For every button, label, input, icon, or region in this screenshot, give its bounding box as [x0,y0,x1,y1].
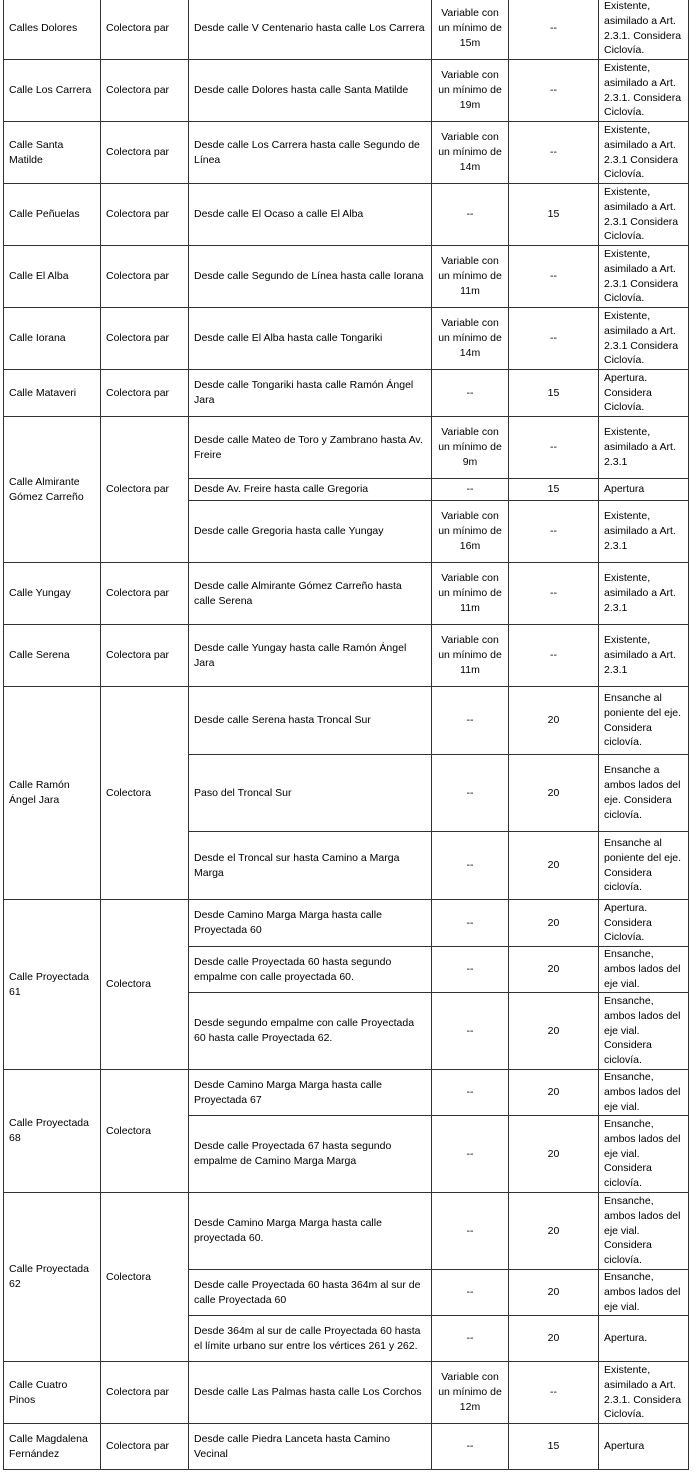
ancho-existente: Variable con un mínimo de 14m [432,122,509,184]
observacion: Existente, asimilado a Art. 2.3.1. Considera Ciclovía. [599,60,689,122]
table-row [4,246,689,308]
tramo: Desde calle Las Palmas hasta calle Los Corchos [189,1362,432,1424]
tramo: Desde calle Los Carrera hasta calle Segundo de Línea [189,122,432,184]
observacion: Existente, asimilado a Art. 2.3.1 Considera Ciclovía. [599,308,689,370]
tramo: Desde calle Piedra Lanceta hasta Camino Vecinal [189,1424,432,1470]
tramo: Desde calle Segundo de Línea hasta calle Iorana [189,246,432,308]
street-type: Colectora [101,900,189,1070]
tramo: Desde calle Almirante Gómez Carreño hasta calle Serena [189,563,432,625]
table-row [4,900,689,947]
ancho-existente: -- [432,832,509,900]
ancho-proyectado: 15 [509,479,599,501]
ancho-existente: Variable con un mínimo de 16m [432,501,509,563]
ancho-existente: -- [432,993,509,1070]
tramo: Desde segundo empalme con calle Proyectada 60 hasta calle Proyectada 62. [189,993,432,1070]
ancho-existente: Variable con un mínimo de 12m [432,1362,509,1424]
ancho-proyectado: 20 [509,947,599,993]
observacion: Existente, asimilado a Art. 2.3.1 Considera Ciclovía. [599,184,689,246]
tramo: Desde Camino Marga Marga hasta calle proyectada 60. [189,1193,432,1270]
table-row [4,308,689,370]
street-type: Colectora par [101,417,189,563]
table-row [4,1070,689,1116]
observacion: Ensanche, ambos lados del eje vial. Considera ciclovía. [599,1116,689,1193]
tramo: Desde calle Tongariki hasta calle Ramón Ángel Jara [189,370,432,417]
ancho-proyectado: 15 [509,184,599,246]
tramo: Paso del Troncal Sur [189,755,432,832]
street-name: Calle Magdalena Fernández [4,1424,101,1470]
table-row [4,370,689,417]
observacion: Ensanche, ambos lados del eje vial. [599,1270,689,1316]
ancho-existente: -- [432,687,509,755]
table-row [4,0,689,60]
tramo: Desde calle El Ocaso a calle El Alba [189,184,432,246]
ancho-existente: -- [432,1193,509,1270]
observacion: Ensanche a ambos lados del eje. Considera ciclovía. [599,755,689,832]
observacion: Ensanche, ambos lados del eje vial. Considera ciclovía. [599,993,689,1070]
ancho-proyectado: 20 [509,900,599,947]
street-name: Calle Serena [4,625,101,687]
ancho-proyectado: -- [509,0,599,60]
street-name: Calle Cuatro Pinos [4,1362,101,1424]
tramo: Desde calle Gregoria hasta calle Yungay [189,501,432,563]
ancho-proyectado: -- [509,563,599,625]
ancho-proyectado: 20 [509,1070,599,1116]
observacion: Existente, asimilado a Art. 2.3.1 [599,625,689,687]
street-name: Calles Dolores [4,0,101,60]
street-type: Colectora par [101,60,189,122]
table-row [4,563,689,625]
observacion: Existente, asimilado a Art. 2.3.1 Considera Ciclovía. [599,246,689,308]
ancho-existente: -- [432,184,509,246]
ancho-existente: -- [432,947,509,993]
observacion: Ensanche, ambos lados del eje vial. [599,947,689,993]
tramo: Desde calle Proyectada 60 hasta 364m al sur de calle Proyectada 60 [189,1270,432,1316]
street-type: Colectora par [101,625,189,687]
tramo: Desde calle Proyectada 60 hasta segundo empalme con calle proyectada 60. [189,947,432,993]
table-row [4,417,689,479]
observacion: Apertura. Considera Ciclovía. [599,370,689,417]
street-type: Colectora par [101,1424,189,1470]
streets-table [3,0,689,1470]
ancho-existente: Variable con un mínimo de 11m [432,246,509,308]
street-type: Colectora par [101,1362,189,1424]
ancho-proyectado: 20 [509,1193,599,1270]
ancho-proyectado: -- [509,308,599,370]
ancho-existente: Variable con un mínimo de 15m [432,0,509,60]
tramo: Desde calle Proyectada 67 hasta segundo empalme de Camino Marga Marga [189,1116,432,1193]
table-row [4,625,689,687]
table-row [4,1193,689,1270]
ancho-proyectado: -- [509,60,599,122]
ancho-existente: -- [432,1316,509,1362]
observacion: Apertura. Considera Ciclovía. [599,900,689,947]
tramo: Desde Camino Marga Marga hasta calle Proyectada 60 [189,900,432,947]
observacion: Existente, asimilado a Art. 2.3.1 Considera Ciclovía. [599,122,689,184]
observacion: Existente, asimilado a Art. 2.3.1 [599,501,689,563]
street-type: Colectora par [101,246,189,308]
ancho-existente: -- [432,1116,509,1193]
table-row [4,184,689,246]
ancho-existente: Variable con un mínimo de 11m [432,563,509,625]
ancho-existente: -- [432,1270,509,1316]
street-type: Colectora par [101,370,189,417]
street-name: Calle Proyectada 68 [4,1070,101,1193]
observacion: Apertura. [599,1316,689,1362]
tramo: Desde calle V Centenario hasta calle Los Carrera [189,0,432,60]
ancho-proyectado: -- [509,246,599,308]
street-name: Calle Almirante Gómez Carreño [4,417,101,563]
ancho-proyectado: 20 [509,1316,599,1362]
ancho-proyectado: 20 [509,1116,599,1193]
ancho-proyectado: 20 [509,832,599,900]
ancho-proyectado: 20 [509,755,599,832]
observacion: Ensanche, ambos lados del eje vial. [599,1070,689,1116]
observacion: Existente, asimilado a Art. 2.3.1 [599,417,689,479]
ancho-existente: Variable con un mínimo de 19m [432,60,509,122]
tramo: Desde calle Serena hasta Troncal Sur [189,687,432,755]
table-row [4,1362,689,1424]
ancho-existente: -- [432,900,509,947]
street-name: Calle Ramón Ángel Jara [4,687,101,900]
street-name: Calle Mataveri [4,370,101,417]
ancho-existente: -- [432,1424,509,1470]
street-name: Calle Santa Matilde [4,122,101,184]
street-name: Calle El Alba [4,246,101,308]
ancho-existente: Variable con un mínimo de 11m [432,625,509,687]
ancho-proyectado: 15 [509,1424,599,1470]
table-row [4,687,689,755]
ancho-proyectado: -- [509,1362,599,1424]
tramo: Desde el Troncal sur hasta Camino a Marga Marga [189,832,432,900]
observacion: Apertura [599,1424,689,1470]
street-name: Calle Yungay [4,563,101,625]
table-row [4,60,689,122]
ancho-existente: -- [432,755,509,832]
tramo: Desde 364m al sur de calle Proyectada 60 hasta el límite urbano sur entre los vértices 261 y 262. [189,1316,432,1362]
ancho-existente: -- [432,370,509,417]
observacion: Existente, asimilado a Art. 2.3.1. Considera Ciclovía. [599,1362,689,1424]
observacion: Ensanche al poniente del eje. Considera ciclovía. [599,687,689,755]
ancho-existente: Variable con un mínimo de 9m [432,417,509,479]
street-name: Calle Proyectada 61 [4,900,101,1070]
observacion: Apertura [599,479,689,501]
ancho-proyectado: -- [509,625,599,687]
observacion: Existente, asimilado a Art. 2.3.1. Considera Ciclovía. [599,0,689,60]
street-type: Colectora par [101,184,189,246]
street-type: Colectora [101,687,189,900]
street-type: Colectora par [101,122,189,184]
tramo: Desde Camino Marga Marga hasta calle Proyectada 67 [189,1070,432,1116]
street-type: Colectora par [101,0,189,60]
tramo: Desde calle Yungay hasta calle Ramón Ángel Jara [189,625,432,687]
tramo: Desde calle Mateo de Toro y Zambrano hasta Av. Freire [189,417,432,479]
street-type: Colectora par [101,308,189,370]
ancho-proyectado: -- [509,501,599,563]
street-name: Calle Proyectada 62 [4,1193,101,1362]
ancho-proyectado: -- [509,122,599,184]
ancho-proyectado: 20 [509,1270,599,1316]
ancho-proyectado: 20 [509,993,599,1070]
observacion: Ensanche al poniente del eje. Considera ciclovía. [599,832,689,900]
ancho-proyectado: 20 [509,687,599,755]
ancho-existente: -- [432,479,509,501]
street-type: Colectora par [101,563,189,625]
observacion: Ensanche, ambos lados del eje vial. Considera ciclovía. [599,1193,689,1270]
street-name: Calle Peñuelas [4,184,101,246]
tramo: Desde calle Dolores hasta calle Santa Matilde [189,60,432,122]
street-type: Colectora [101,1193,189,1362]
table-row [4,1424,689,1470]
table-row [4,122,689,184]
street-name: Calle Iorana [4,308,101,370]
tramo: Desde calle El Alba hasta calle Tongariki [189,308,432,370]
observacion: Existente, asimilado a Art. 2.3.1 [599,563,689,625]
street-type: Colectora [101,1070,189,1193]
street-name: Calle Los Carrera [4,60,101,122]
ancho-existente: -- [432,1070,509,1116]
ancho-existente: Variable con un mínimo de 14m [432,308,509,370]
ancho-proyectado: 15 [509,370,599,417]
ancho-proyectado: -- [509,417,599,479]
tramo: Desde Av. Freire hasta calle Gregoria [189,479,432,501]
